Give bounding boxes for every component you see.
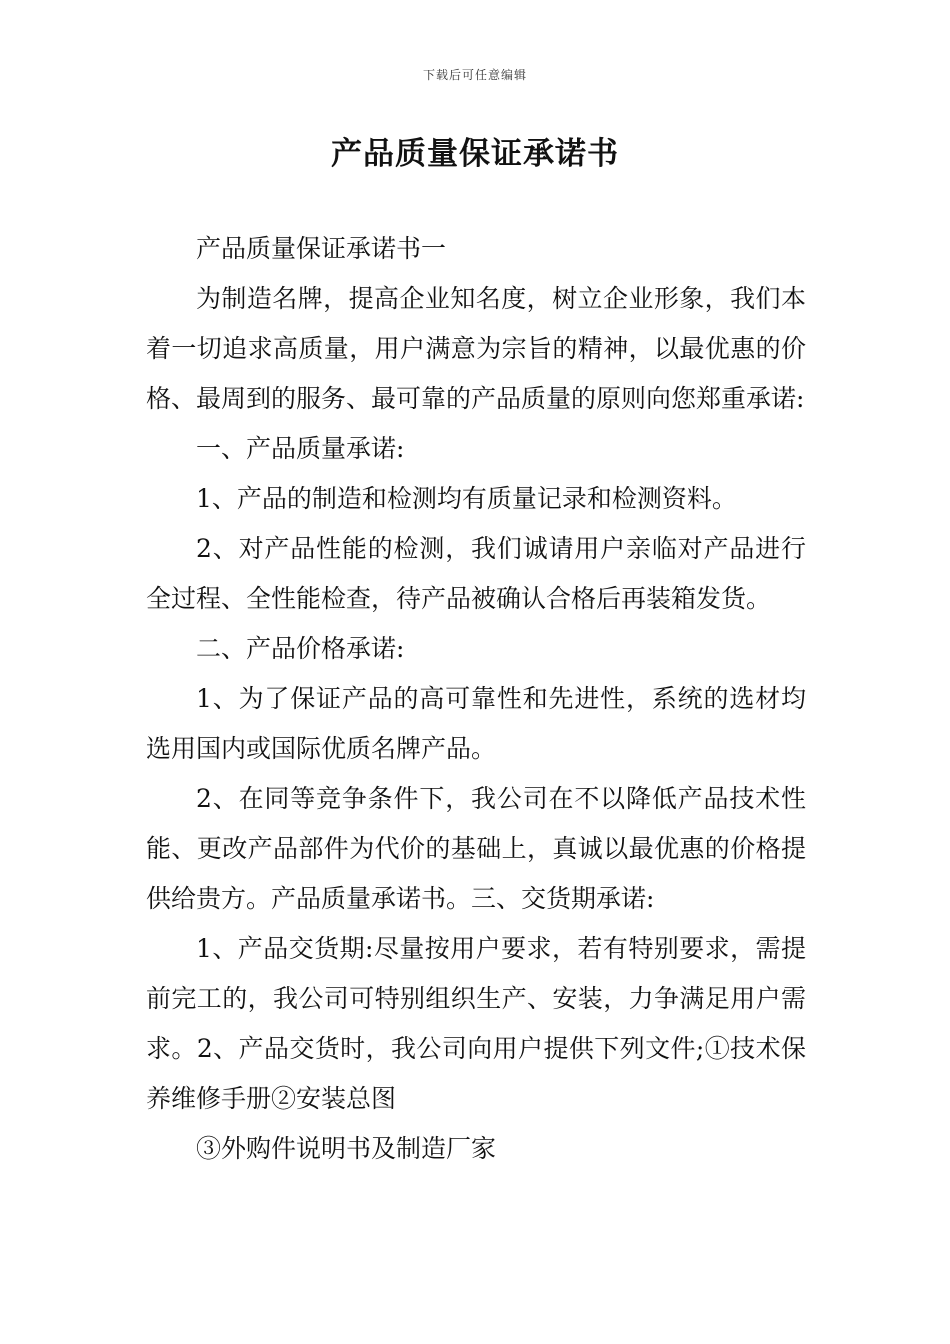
paragraph-delivery-3: ③外购件说明书及制造厂家 — [196, 1134, 497, 1163]
paragraph-quality-1: 1、产品的制造和检测均有质量记录和检测资料。 — [196, 484, 737, 513]
document-body — [146, 224, 806, 1174]
paragraph-price-1: 1、为了保证产品的高可靠性和先进性，系统的选材均选用国内或国际优质名牌产品。 — [146, 684, 806, 763]
paragraph-subtitle: 产品质量保证承诺书一 — [196, 234, 447, 263]
section-heading-price: 二、产品价格承诺: — [196, 634, 405, 663]
paragraph-quality-2: 2、对产品性能的检测，我们诚请用户亲临对产品进行全过程、全性能检查，待产品被确认合格后再装箱发货。 — [146, 534, 806, 613]
document-title: 产品质量保证承诺书 — [331, 136, 619, 172]
paragraph-intro: 为制造名牌，提高企业知名度，树立企业形象，我们本着一切追求高质量，用户满意为宗旨的精神，以最优惠的价格、最周到的服务、最可靠的产品质量的原则向您郑重承诺: — [146, 284, 806, 413]
paragraph-price-2: 2、在同等竞争条件下，我公司在不以降低产品技术性能、更改产品部件为代价的基础上，真诚以最优惠的价格提供给贵方。产品质量承诺书。三、交货期承诺: — [146, 784, 806, 913]
header-note: 下载后可任意编辑 — [422, 68, 527, 82]
paragraph-delivery-1: 1、产品交货期:尽量按用户要求，若有特别要求，需提前完工的，我公司可特别组织生产、安装，力争满足用户需求。2、产品交货时，我公司向用户提供下列文件;①技术保养维修手册②安装总图 — [146, 934, 806, 1113]
section-heading-quality: 一、产品质量承诺: — [196, 434, 405, 463]
